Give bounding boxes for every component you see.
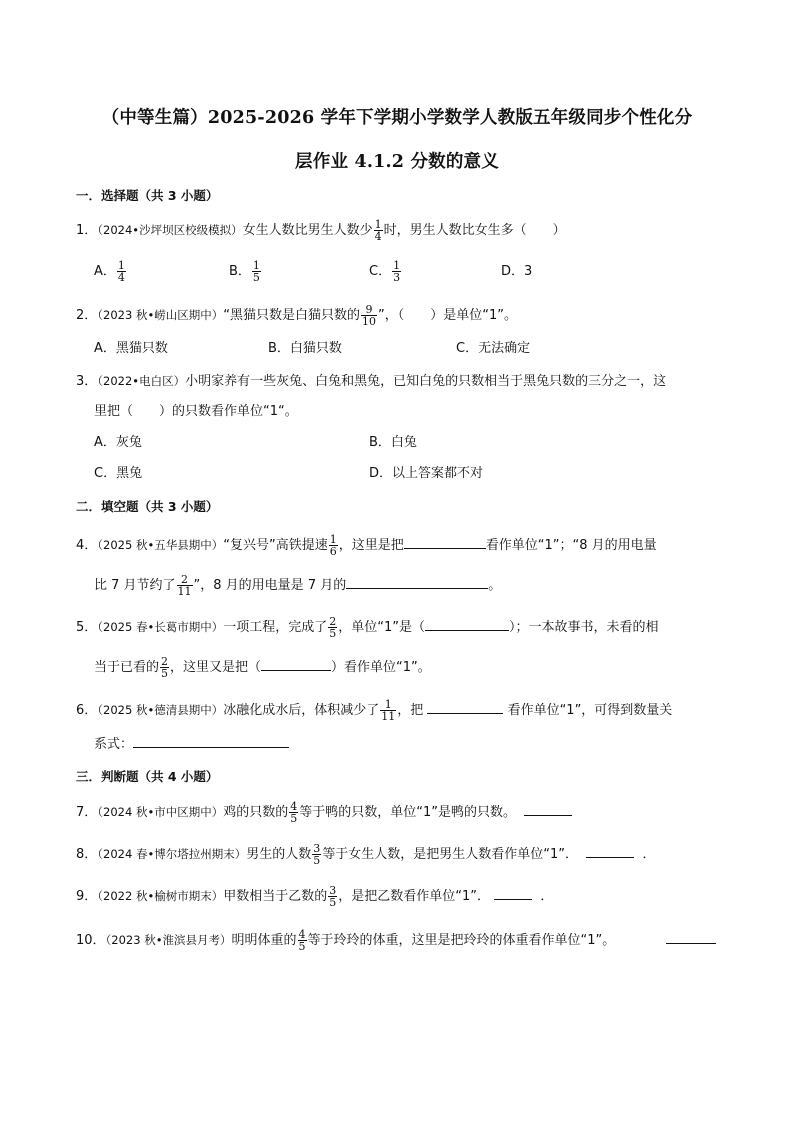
question-number: 6． bbox=[76, 703, 98, 718]
question-text: 等于玲玲的体重，这里是把玲玲的体重看作单位“1”。 bbox=[307, 933, 616, 948]
question-number: 9． bbox=[76, 889, 98, 904]
question-text: 冰融化成水后，体积减少了 bbox=[223, 703, 380, 718]
option-b[interactable] bbox=[229, 260, 262, 283]
option-c[interactable] bbox=[369, 260, 402, 283]
fraction-denominator: 5 bbox=[329, 896, 337, 909]
fraction-denominator: 3 bbox=[393, 271, 401, 284]
question-text: 男生的人数 bbox=[246, 847, 312, 862]
question-5-cont bbox=[94, 656, 431, 679]
fraction bbox=[329, 534, 338, 557]
question-text: 时，男生人数比女生多（ ） bbox=[383, 223, 566, 238]
fraction-numerator: 1 bbox=[252, 259, 260, 272]
fraction-numerator: 1 bbox=[374, 218, 382, 231]
question-text: ）；一本故事书，未看的相 bbox=[509, 620, 659, 635]
section-choice-heading: 一．选择题（共 3 小题） bbox=[76, 188, 219, 203]
question-9 bbox=[76, 885, 553, 908]
question-text: 比 7 月节约了 bbox=[94, 578, 176, 593]
question-text: ，这里又是把（ bbox=[170, 660, 262, 675]
question-number: 10． bbox=[76, 933, 106, 948]
fraction-numerator: 1 bbox=[329, 533, 337, 546]
option-b[interactable]: B．白兔 bbox=[369, 435, 417, 450]
fraction-denominator: 5 bbox=[290, 812, 298, 825]
fraction bbox=[117, 260, 126, 283]
question-text: 鸡的只数的 bbox=[223, 805, 289, 820]
question-text: 一项工程，完成了 bbox=[223, 620, 328, 635]
question-7 bbox=[76, 801, 572, 824]
question-text: ，是把乙数看作单位“1”． bbox=[338, 889, 491, 904]
question-text: 看作单位“1”，可得到数量关 bbox=[507, 703, 673, 718]
question-text: “复兴号”高铁提速 bbox=[223, 538, 328, 553]
fraction-denominator: 4 bbox=[117, 271, 125, 284]
fraction-numerator: 4 bbox=[298, 928, 306, 941]
question-1 bbox=[76, 219, 566, 242]
question-text: “黑猫只数是白猫只数的 bbox=[223, 308, 360, 323]
question-source: （2023 秋•淮滨县月考） bbox=[105, 933, 232, 947]
option-label: C． bbox=[369, 264, 392, 279]
question-text: 。 bbox=[488, 578, 502, 593]
question-text: 等于女生人数，是把男生人数看作单位“1”． bbox=[322, 847, 579, 862]
question-source: （2024•沙坪坝区校级模拟） bbox=[97, 223, 243, 237]
fraction-denominator: 5 bbox=[252, 271, 260, 284]
question-text: ，单位“1”是（ bbox=[338, 620, 426, 635]
answer-blank[interactable] bbox=[133, 735, 289, 748]
question-text: 甲数相当于乙数的 bbox=[223, 889, 328, 904]
option-a[interactable] bbox=[94, 260, 127, 283]
answer-blank[interactable] bbox=[586, 845, 634, 858]
answer-blank[interactable] bbox=[346, 576, 488, 589]
question-text: 女生人数比男生人数少 bbox=[242, 223, 373, 238]
question-text: 等于鸭的只数，单位“1”是鸭的只数。 bbox=[299, 805, 517, 820]
fraction bbox=[392, 260, 401, 283]
page-title-line1: （中等生篇）2025-2026 学年下学期小学数学人教版五年级同步个性化分 bbox=[101, 108, 693, 128]
question-2 bbox=[76, 304, 517, 327]
option-a[interactable]: A．黑猫只数 bbox=[94, 341, 168, 356]
option-b[interactable]: B．白猫只数 bbox=[268, 341, 342, 356]
option-label: B． bbox=[229, 264, 251, 279]
question-3 bbox=[76, 371, 666, 392]
fraction-denominator: 11 bbox=[177, 585, 192, 598]
option-c[interactable]: C．黑兔 bbox=[94, 466, 143, 481]
question-source: （2025 秋•五华县期中） bbox=[97, 538, 224, 552]
question-text: 看作单位“1”；“8 月的用电量 bbox=[485, 538, 657, 553]
answer-blank[interactable] bbox=[404, 536, 486, 549]
question-text: 系式： bbox=[94, 737, 134, 752]
fraction bbox=[361, 304, 377, 327]
section-fill-heading: 二．填空题（共 3 小题） bbox=[76, 499, 219, 514]
fraction bbox=[312, 843, 321, 866]
question-text: ． bbox=[642, 847, 656, 862]
question-text: ”，（ ）是单位“1”。 bbox=[378, 308, 517, 323]
fraction-numerator: 2 bbox=[329, 615, 337, 628]
question-text: 明明体重的 bbox=[231, 933, 297, 948]
fraction bbox=[374, 219, 383, 242]
question-4 bbox=[76, 534, 657, 557]
fraction-denominator: 5 bbox=[161, 667, 169, 680]
answer-blank[interactable] bbox=[666, 931, 716, 944]
question-text: ）看作单位“1”。 bbox=[331, 660, 431, 675]
fraction bbox=[328, 885, 337, 908]
question-text: ． bbox=[540, 889, 554, 904]
section-judge-heading: 三．判断题（共 4 小题） bbox=[76, 769, 219, 784]
answer-blank[interactable] bbox=[425, 618, 509, 631]
page-title-line2: 层作业 4.1.2 分数的意义 bbox=[295, 152, 499, 172]
question-10 bbox=[76, 929, 615, 952]
fraction-denominator: 5 bbox=[329, 627, 337, 640]
fraction-numerator: 2 bbox=[161, 655, 169, 668]
question-source: （2025 春•长葛市期中） bbox=[97, 620, 224, 634]
question-number: 3． bbox=[76, 374, 98, 389]
fraction bbox=[328, 616, 337, 639]
option-c[interactable]: C．无法确定 bbox=[456, 341, 531, 356]
question-text: ”，8 月的用电量是 7 月的 bbox=[193, 578, 347, 593]
fraction-denominator: 5 bbox=[313, 854, 321, 867]
question-source: （2024 秋•市中区期中） bbox=[97, 805, 224, 819]
fraction-denominator: 4 bbox=[374, 230, 382, 243]
question-number: 5． bbox=[76, 620, 98, 635]
fraction bbox=[380, 699, 396, 722]
question-4-cont bbox=[94, 574, 501, 597]
answer-blank[interactable] bbox=[524, 803, 572, 816]
fraction-numerator: 1 bbox=[393, 259, 401, 272]
fraction bbox=[252, 260, 261, 283]
fraction bbox=[177, 574, 193, 597]
question-source: （2024 春•博尔塔拉州期末） bbox=[97, 847, 247, 861]
option-a[interactable]: A．灰兔 bbox=[94, 435, 142, 450]
question-source: （2025 秋•德清县期中） bbox=[97, 703, 224, 717]
question-3-cont: 里把（ ）的只数看作单位“1“。 bbox=[94, 404, 298, 419]
fraction-denominator: 11 bbox=[381, 710, 396, 723]
option-d[interactable] bbox=[501, 262, 532, 282]
answer-blank[interactable] bbox=[261, 658, 331, 671]
question-number: 7． bbox=[76, 805, 98, 820]
fraction-numerator: 3 bbox=[313, 842, 321, 855]
fraction-numerator: 4 bbox=[290, 800, 298, 813]
question-6-cont bbox=[94, 735, 289, 755]
answer-blank[interactable] bbox=[494, 887, 532, 900]
question-6 bbox=[76, 699, 672, 722]
question-source: （2022 秋•榆树市期末） bbox=[97, 889, 224, 903]
question-text: 当于已看的 bbox=[94, 660, 160, 675]
question-number: 8． bbox=[76, 847, 98, 862]
question-text: ，这里是把 bbox=[338, 538, 404, 553]
question-text: 小明家养有一些灰兔、白兔和黑兔，已知白兔的只数相当于黑兔只数的三分之一，这 bbox=[185, 374, 667, 389]
question-number: 2． bbox=[76, 308, 98, 323]
fraction bbox=[160, 656, 169, 679]
fraction-numerator: 9 bbox=[361, 304, 377, 316]
fraction-denominator: 6 bbox=[329, 545, 337, 558]
fraction-numerator: 1 bbox=[117, 259, 125, 272]
fraction bbox=[298, 929, 307, 952]
question-8 bbox=[76, 843, 656, 866]
fraction-denominator: 5 bbox=[298, 940, 306, 953]
question-source: （2023 秋•崂山区期中） bbox=[97, 308, 224, 322]
fraction-numerator: 2 bbox=[177, 574, 193, 586]
question-text: ，把 bbox=[397, 703, 424, 718]
option-label: A． bbox=[94, 264, 116, 279]
answer-blank[interactable] bbox=[427, 701, 503, 714]
option-label: D． bbox=[501, 264, 525, 279]
fraction-numerator: 1 bbox=[380, 699, 396, 711]
question-number: 4． bbox=[76, 538, 98, 553]
question-source: （2022•电白区） bbox=[97, 374, 186, 388]
question-number: 1． bbox=[76, 223, 98, 238]
option-text: 3 bbox=[524, 264, 533, 279]
fraction bbox=[289, 801, 298, 824]
fraction-numerator: 3 bbox=[329, 884, 337, 897]
question-5 bbox=[76, 616, 659, 639]
fraction-denominator: 10 bbox=[362, 315, 376, 328]
option-d[interactable]: D．以上答案都不对 bbox=[369, 466, 484, 481]
